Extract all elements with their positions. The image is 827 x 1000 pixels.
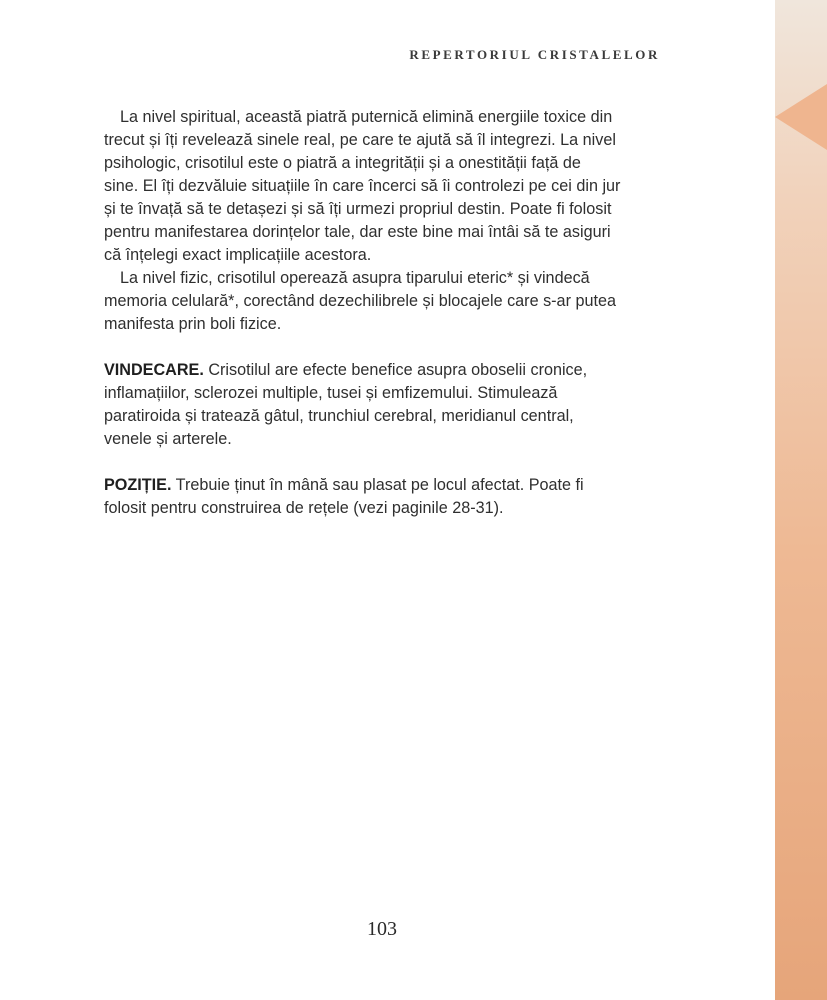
text-line: manifesta prin boli fizice. (104, 315, 282, 333)
healing-text: Crisotilul are efecte benefice asupra oboselii cronice, (203, 361, 588, 379)
text-line: La nivel spiritual, această piatră puternică elimină energiile toxice din (120, 108, 613, 126)
position-heading: POZIȚIE. (104, 476, 172, 494)
text-line: folosit pentru construirea de rețele (vezi paginile 28-31). (104, 499, 504, 517)
paragraph-spiritual (104, 106, 664, 267)
text-line: și te învață să te detașezi și să îți urmezi propriul destin. Poate fi folosit (104, 200, 612, 218)
text-line: venele și arterele. (104, 430, 232, 448)
text-line: pentru manifestarea dorințelor tale, dar este bine mai întâi să te asiguri (104, 223, 611, 241)
decorative-side-strip (775, 0, 827, 1000)
section-tab-triangle-icon (775, 84, 827, 150)
text-line: că înțelegi exact implicațiile acestora. (104, 246, 372, 264)
running-header-title: REPERTORIUL CRISTALELOR (409, 47, 660, 62)
paragraph-physical (104, 267, 664, 336)
text-line: inflamațiilor, sclerozei multiple, tusei și emfizemului. Stimulează (104, 384, 558, 402)
section-position (104, 474, 664, 520)
section-healing (104, 359, 664, 451)
page-number: 103 (367, 918, 397, 940)
body-text (104, 106, 664, 520)
text-line: sine. El îți dezvăluie situațiile în care încerci să îi controlezi pe cei din jur (104, 177, 621, 195)
text-line: psihologic, crisotilul este o piatră a integrității și a onestității față de (104, 154, 581, 172)
position-text: Trebuie ținut în mână sau plasat pe locul afectat. Poate fi (171, 476, 584, 494)
text-line: trecut și îți revelează sinele real, pe care te ajută să îl integrezi. La nivel (104, 131, 616, 149)
paragraph-gap (104, 451, 664, 474)
healing-heading: VINDECARE. (104, 361, 204, 379)
text-line: paratiroida și tratează gâtul, trunchiul cerebral, meridianul central, (104, 407, 574, 425)
text-line (104, 359, 664, 382)
text-line: La nivel fizic, crisotilul operează asupra tiparului eteric* și vindecă (120, 269, 590, 287)
text-line: memoria celulară*, corectând dezechilibrele și blocajele care s-ar putea (104, 292, 616, 310)
text-line (104, 474, 664, 497)
paragraph-gap (104, 336, 664, 359)
